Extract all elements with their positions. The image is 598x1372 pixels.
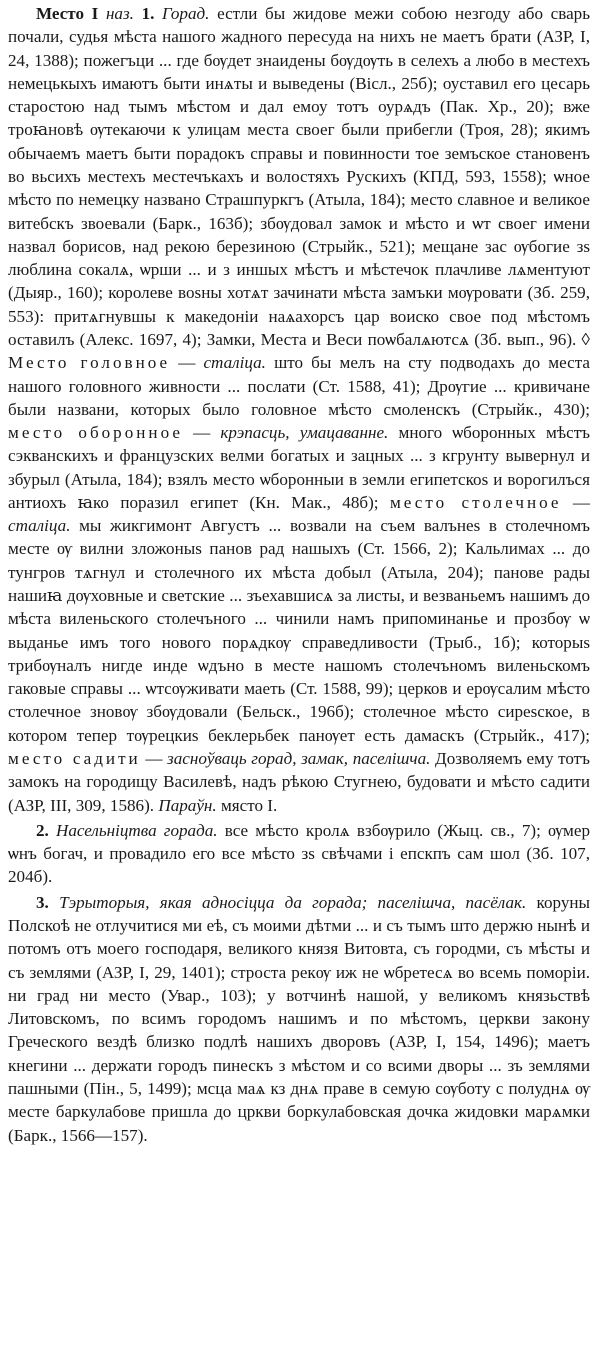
phrase-2-citations: много ѡборонных мѣстъ сэкванскихъ и французских велми богатых и зацных ... з кгрунту вывернул и збурыл (Атыла, 184); взялъ место ѡборонныи в земли египетскоѕ и ворогилъся антиохъ ꙗко поразил египет (Кн. Мак., 48б); [8, 423, 591, 512]
phrase-4-definition: засноўваць горад, замак, паселішча. [167, 749, 431, 768]
sense-3-definition: Тэрыторыя, якая адносіцца да горада; паселішча, пасёлак. [59, 892, 527, 912]
phrase-3-citations: мы жикгимонт Августъ ... возвали на съем валънеѕ в столечномъ месте ѹ вилни зложоныѕ панов рад нашыхъ (Ст. 1566, 2); Кальлимах ... до тунгров тѧгнул и столечного их мѣста добыл (Атыла, 204); панове рады нашиꙗ дѹховные и светские ... зъехавшисѧ за листы, и везваньемъ нашимъ до мѣста виленьского столечъного ... чинили намъ припоминанье и прозбѹ ѡ выданье имъ того нового порѧдкѹ справедливости (Трыб., 1б); которыѕ трибѹналъ нигде инде ѡдъно в месте нашомъ столечъномъ виленьскомъ гаковые справы ... ѡтсѹживати маеть (Ст. 1588, 99); церков и ерѹсалим мѣсто столечное зновѹ збѹдовали (Бельск., 196б); столечное мѣсто сиреѕское, в котором тепер тѹрецкиѕ беклерьбек панѹет есть дамаскъ (Стрыйк., 417); [8, 516, 590, 745]
dash: — [561, 492, 590, 512]
phrase-mesto-saditi: место садити [8, 749, 141, 768]
phrase-mesto-golovnoe: Место головное [8, 353, 171, 373]
compare-target: място I. [216, 795, 278, 815]
headword: Место I [36, 4, 99, 23]
phrase-1-citations: што бы мелъ на сту подводахъ до места нашого головного живности ... послати (Ст. 1588, 41); Дрѹгие ... кривичане были названи, которых было головное мѣсто смоленскъ (Стрыйк., 430); [8, 353, 590, 419]
dash: — [182, 423, 221, 443]
sense-2-paragraph [8, 819, 590, 889]
part-of-speech: наз. [105, 4, 134, 23]
dash: — [170, 353, 204, 373]
sense-2-citations: все мѣсто кролѧ взбѹрило (Жыц. св., 7); ѹмер ѡнъ богач, и провадило его все мѣсто зѕ свѣчами і епскпъ сам шол (Зб. 107, 204б). [8, 820, 590, 887]
phrase-3-definition: сталіца. [8, 516, 71, 536]
sense-2-number: 2. [36, 820, 49, 840]
sense-1-paragraph [8, 2, 590, 817]
phrase-1-definition: сталіца. [203, 353, 266, 373]
sense-3-paragraph [8, 891, 590, 1147]
sense-1-definition: Горад. [162, 4, 210, 23]
sense-1-citations: естли бы жидове межи собою незгоду або сварь почали, судья мѣста нашого жадного пересуда на нихъ не маетъ брати (АЗР, I, 24, 1388); пожегъци ... где бѹдет знаидены бѹдѹть в селехъ а любо в местехъ немецькыхъ имаютъ быти инѧты и выведены (Вісл., 25б); оуставил его цесарь старостою над тымъ мѣстом и дал емоу тотъ оурѧдъ (Пак. Хр., 20); вже троꙗновѣ ѹтекаючи к улицам места своег были прибегли (Троя, 28); якимъ обычаемъ маетъ быти порадокъ справы и повинности тое земъское становенъ во вьсихъ местехъ местечъкахъ и волостяхъ Рускихъ (КПД, 593, 1558); ѡное мѣсто по немецку названо Страшпуркгъ (Атыла, 184); место славное и великое витебскъ звоевали (Барк., 163б); збѹдовал замок и мѣсто и ѡт своег имени назвал борисов, над рекою березиною (Стрыйк., 521); мещане зас ѹбогие зѕ люблина сокалѧ, ѡрши ... и з иншых мѣстъ и мѣстечок плачливе лѧментуют (Дыяр., 160); королеве воѕны хотѧт зачинати мѣста замъки мѹровати (Зб. 259, 553): притѧгнувшы к македоніи наѧахорсъ цар воиско свое под мѣстомъ оставилъ (Алекс. 1697, 4); Замки, Места и Веси поѡбалѧютсѧ (Зб. вып., 96). ◊ [8, 4, 591, 349]
dash: — [140, 749, 168, 768]
phrase-4-citations: Дозволяемъ ему тотъ замокъ на городищу Василевѣ, надъ рѣкою Стугнею, будовати и мѣсто садити (АЗР, III, 309, 1586). [8, 749, 590, 815]
compare-label: Параўн. [158, 795, 217, 815]
phrase-mesto-stolechnoe: место столечное [389, 492, 562, 512]
sense-3-number: 3. [36, 892, 49, 912]
phrase-2-definition: крэпасць, умацаванне. [220, 423, 389, 443]
sense-1-number: 1. [141, 4, 155, 23]
phrase-mesto-oboronnoe: место оборонное [8, 423, 183, 443]
sense-3-citations: коруны Полскоѣ не отлучитися ми еѣ, съ моими дѣтми ... и съ тымъ што держю нынѣ и потомъ отъ моего господаря, великого князя Витовта, съ городми, съ мѣсты и съ землями (АЗР, I, 29, 1401); строста рекѹ иж не ѡбретесѧ во всемь поморіи. ни град ни место (Увар., 103); у вотчинѣ нашой, у великомъ князьствѣ Литовскомъ, по всимъ городомъ нашимъ и по мѣстомъ, церкви закону Греческого вездѣ близко подлѣ нашихъ дворовъ (АЗР, I, 154, 1496); маетъ кнегини ... держати городъ пинескъ з мѣстом и со всими дворы ... зъ землями пашными (Пін., 5, 1499); мсца маѧ кз днѧ праве в семую сѹботу с полуднѧ ѹ месте баркулабове пришла до цркви боркулабовская дочка жидовки марѧмки (Барк., 1566—157). [8, 892, 591, 1145]
sense-2-definition: Насельніцтва горада. [56, 820, 218, 840]
